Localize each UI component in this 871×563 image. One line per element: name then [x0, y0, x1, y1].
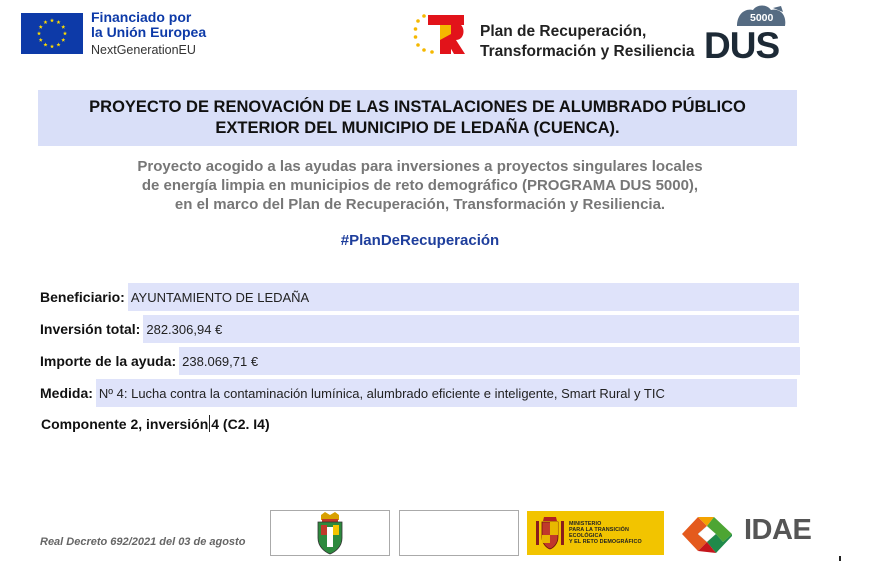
ledana-coat-of-arms-box	[270, 510, 390, 556]
field-importe-ayuda	[40, 347, 800, 375]
field-value-ayuda[interactable]: 238.069,71 €	[179, 347, 800, 375]
field-label: Beneficiario:	[40, 289, 125, 305]
eu-flag-logo	[21, 13, 83, 54]
project-title	[38, 90, 797, 146]
prtr-line-2: Transformación y Resiliencia	[480, 42, 695, 60]
prtr-line-1: Plan de Recuperación,	[480, 23, 647, 40]
idae-wordmark: IDAE	[744, 514, 812, 546]
ministry-line-3: Y EL RETO DEMOGRÁFICO	[568, 539, 642, 546]
prtr-logo	[412, 10, 468, 56]
prtr-text	[480, 22, 695, 61]
eu-funding-text	[91, 10, 206, 58]
subtitle-line-2: de energía limpia en municipios de reto demográfico (PROGRAMA DUS 5000),	[141, 177, 699, 195]
ministry-line-2: PARA LA TRANSICIÓN ECOLÓGICA	[568, 526, 629, 539]
subtitle-line-1: Proyecto acogido a las ayudas para inversiones a proyectos singulares locales	[137, 158, 703, 175]
project-subtitle	[40, 157, 800, 214]
ministry-logo	[527, 511, 664, 555]
subtitle-line-3: en el marco del Plan de Recuperación, Transformación y Resiliencia.	[174, 196, 666, 214]
field-value-beneficiario[interactable]: AYUNTAMIENTO DE LEDAÑA	[128, 283, 799, 311]
componente-text-after: 4 (C2. I4)	[211, 416, 270, 432]
project-title-line-2: EXTERIOR DEL MUNICIPIO DE LEDAÑA (CUENCA).	[215, 119, 620, 137]
eu-line-1: Financiado por	[91, 9, 192, 25]
field-inversion-total	[40, 315, 799, 343]
field-value-inversion[interactable]: 282.306,94 €	[143, 315, 799, 343]
coat-of-arms-icon	[313, 511, 347, 555]
field-label: Medida:	[40, 385, 93, 401]
empty-logo-box	[399, 510, 519, 556]
field-label: Importe de la ayuda:	[40, 353, 177, 369]
field-label: Inversión total:	[40, 321, 141, 337]
dus-word: DUS	[704, 25, 780, 60]
eu-line-3: NextGenerationEU	[91, 42, 196, 57]
project-title-line-1: PROYECTO DE RENOVACIÓN DE LAS INSTALACIONES DE ALUMBRADO PÚBLICO	[89, 97, 746, 116]
componente-line[interactable]	[41, 415, 270, 432]
dus-5000-logo	[703, 2, 799, 60]
componente-text-before: Componente 2, inversión	[41, 416, 209, 432]
dus-badge: 5000	[750, 12, 774, 24]
ministry-line-1: MINISTERIO	[568, 520, 602, 527]
eu-line-2: la Unión Europea	[91, 24, 207, 41]
stray-mark	[839, 556, 841, 561]
field-value-medida[interactable]: Nº 4: Lucha contra la contaminación lumínica, alumbrado eficiente e inteligente, Smart Rural y TIC	[96, 379, 797, 407]
field-beneficiario	[40, 283, 799, 311]
real-decreto-note: Real Decreto 692/2021 del 03 de agosto	[40, 536, 246, 548]
field-medida	[40, 379, 797, 407]
hashtag: #PlanDeRecuperación	[340, 232, 500, 249]
spanish-shield-icon	[535, 515, 565, 551]
idae-logo-mark	[676, 511, 740, 557]
